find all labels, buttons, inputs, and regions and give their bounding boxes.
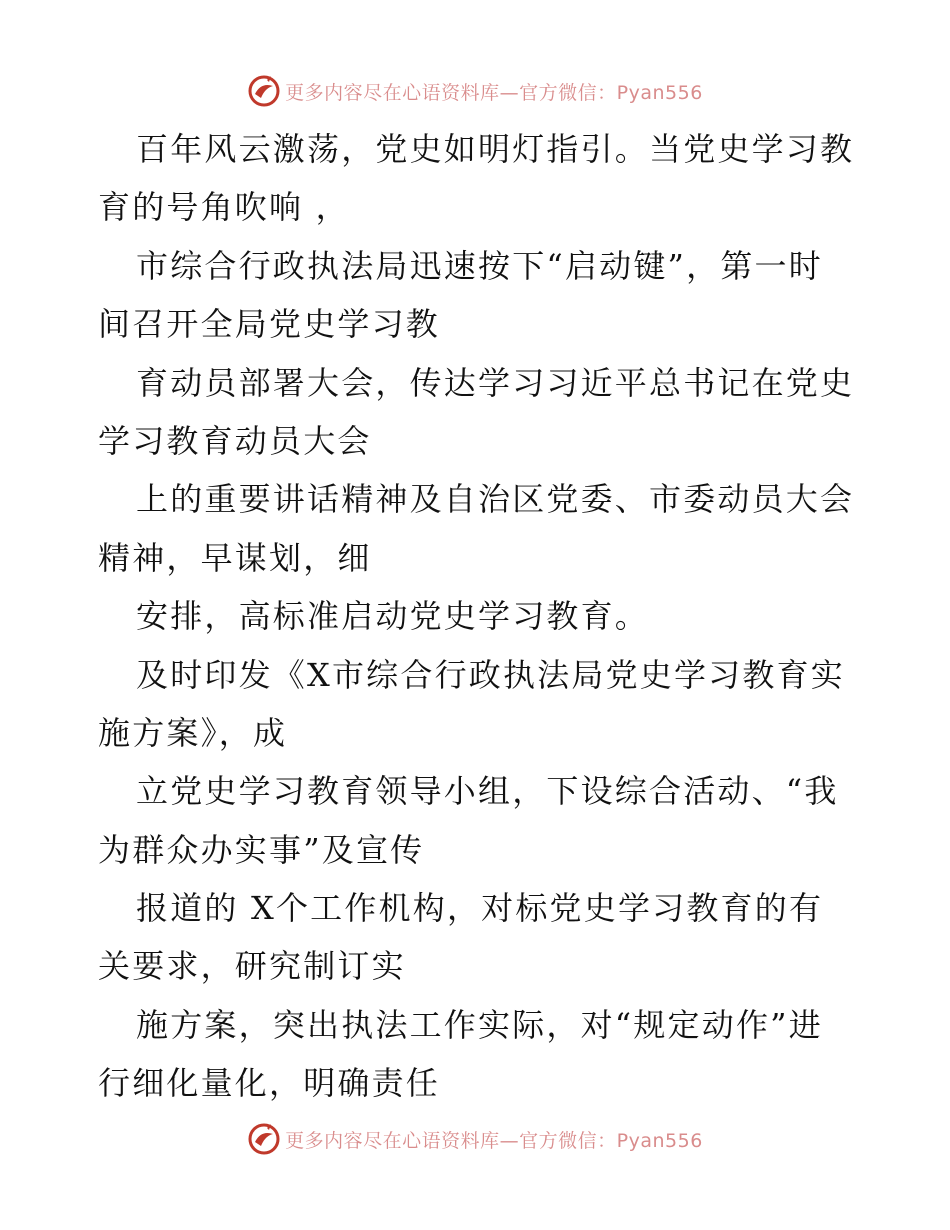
paragraph-line: 精神，早谋划，细: [98, 538, 372, 577]
watermark-text: 更多内容尽在心语资料库—官方微信：Pyan556: [285, 1129, 703, 1152]
paragraph-line: 及时印发《X市综合行政执法局党史学习教育实: [136, 655, 845, 694]
paragraph-line: 学习教育动员大会: [98, 421, 372, 460]
paragraph-line: 施方案，突出执法工作实际，对“规定动作”进: [136, 1005, 823, 1044]
paragraph-line: 施方案》，成: [98, 713, 288, 752]
footer-watermark: [0, 1119, 950, 1159]
paragraph-line: 行细化量化，明确责任: [98, 1064, 441, 1103]
paragraph-line: 百年风云激荡，党史如明灯指引。当党史学习教: [136, 130, 855, 168]
paragraph-line: 育动员部署大会，传达学习习近平总书记在党史: [136, 363, 855, 402]
paragraph-line: 上的重要讲话精神及自治区党委、市委动员大会: [136, 480, 855, 519]
paragraph-line: 关要求，研究制订实: [98, 947, 406, 986]
document-body: [98, 120, 858, 1113]
header-watermark: [0, 71, 950, 111]
red-swirl-logo-icon: [247, 74, 281, 108]
paragraph-line: 报道的 X个工作机构，对标党史学习教育的有: [136, 889, 824, 928]
red-swirl-logo-icon: [247, 1122, 281, 1156]
paragraph-line: 市综合行政执法局迅速按下“启动键”，第一时: [136, 246, 823, 285]
paragraph-line: 育的号角吹响 ，: [98, 188, 350, 227]
paragraph-line: 立党史学习教育领导小组，下设综合活动、“我: [136, 772, 839, 811]
paragraph-line: 安排，高标准启动党史学习教育。: [136, 597, 650, 636]
paragraph-line: 间召开全局党史学习教: [98, 305, 441, 344]
watermark-text: 更多内容尽在心语资料库—官方微信：Pyan556: [285, 81, 703, 104]
paragraph-line: 为群众办实事”及宣传: [98, 830, 425, 869]
